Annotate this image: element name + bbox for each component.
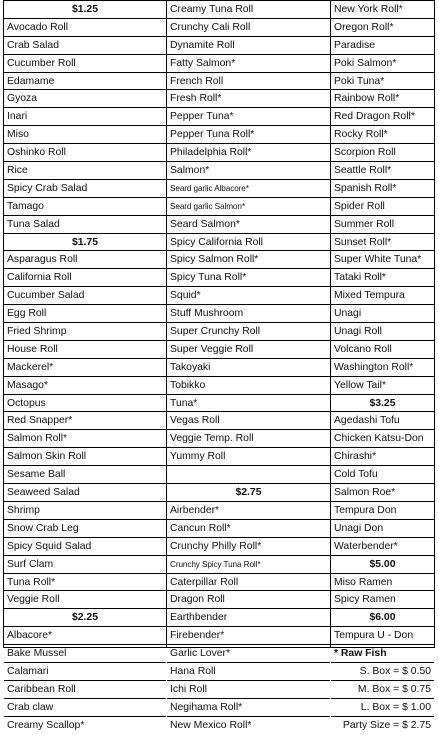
menu-item: Waterbender* (331, 538, 434, 556)
menu-item: Super Veggie Roll (167, 341, 330, 359)
menu-item: Salmon Skin Roll (4, 448, 166, 466)
menu-item: Tempura Don (331, 502, 434, 520)
menu-item: Octopus (4, 395, 166, 413)
menu-item: Snow Crab Leg (4, 520, 166, 538)
menu-item: Tuna Salad (4, 216, 166, 234)
menu-item: Spicy Tuna Roll* (167, 269, 330, 287)
menu-item: Volcano Roll (331, 341, 434, 359)
menu-item: Gyoza (4, 90, 166, 108)
menu-item: Yellow Tail* (331, 377, 434, 395)
menu-item: Mackerel* (4, 359, 166, 377)
menu-item: Cucumber Salad (4, 287, 166, 305)
menu-item: Ichi Roll (167, 681, 330, 699)
menu-item: Caterpillar Roll (167, 574, 330, 592)
menu-item: Salmon* (167, 162, 330, 180)
menu-item: L. Box = $ 1.00 (331, 699, 434, 717)
menu-item: Red Dragon Roll* (331, 108, 434, 126)
menu-item: M. Box = $ 0.75 (331, 681, 434, 699)
menu-item: Fatty Salmon* (167, 55, 330, 73)
menu-item: Creamy Scallop* (7, 719, 85, 731)
menu-column-3 (331, 1, 434, 731)
menu-item: Sesame Ball (4, 466, 166, 484)
menu-item: Seard Salmon* (167, 216, 330, 234)
menu-item (167, 466, 330, 484)
menu-item: Unagi Don (331, 520, 434, 538)
menu-item: New Mexico Roll* (170, 719, 252, 731)
menu-item: Miso Ramen (331, 574, 434, 592)
menu-item: Squid* (167, 287, 330, 305)
menu-column-1 (4, 1, 167, 731)
menu-item: Chirashi* (331, 448, 434, 466)
menu-item: Rice (4, 162, 166, 180)
menu-item: Poki Tuna* (331, 73, 434, 91)
menu-item: S. Box = $ 0.50 (331, 663, 434, 681)
menu-item: Fresh Roll* (167, 90, 330, 108)
menu-item: Cold Tofu (331, 466, 434, 484)
menu-item: Cancun Roll* (167, 520, 330, 538)
menu-item: Crunchy Spicy Tuna Roll* (167, 556, 330, 574)
menu-item: Philadelphia Roll* (167, 144, 330, 162)
menu-item: Spicy Salmon Roll* (167, 251, 330, 269)
menu-item: Super White Tuna* (331, 251, 434, 269)
menu-item: Chicken Katsu-Don (331, 430, 434, 448)
menu-item: Miso (4, 126, 166, 144)
menu-item: Inari (4, 108, 166, 126)
menu-item: Calamari (4, 663, 166, 681)
menu-item: Tuna Roll* (4, 574, 166, 592)
menu-price-sheet (3, 0, 435, 731)
menu-item: Cucumber Roll (4, 55, 166, 73)
menu-item: * Raw Fish (331, 645, 434, 663)
menu-item: Spanish Roll* (331, 180, 434, 198)
menu-item: Crab Salad (4, 37, 166, 55)
price-tier-heading: $3.25 (331, 395, 434, 413)
menu-item: Takoyaki (167, 359, 330, 377)
menu-item: Summer Roll (331, 216, 434, 234)
menu-item: Sunset Roll* (331, 234, 434, 252)
menu-item: Tobikko (167, 377, 330, 395)
menu-item: Crunchy Philly Roll* (167, 538, 330, 556)
menu-item: Hana Roll (167, 663, 330, 681)
menu-item: Avocado Roll (4, 19, 166, 37)
menu-item: Negihama Roll* (167, 699, 330, 717)
menu-item: Scorpion Roll (331, 144, 434, 162)
menu-item: New York Roll* (331, 1, 434, 19)
price-tier-heading: $1.25 (4, 1, 166, 19)
menu-item: Surf Clam (4, 556, 166, 574)
menu-item: Red Snapper* (4, 412, 166, 430)
menu-item: Stuff Mushroom (167, 305, 330, 323)
menu-item: California Roll (4, 269, 166, 287)
menu-item: Asparagus Roll (4, 251, 166, 269)
menu-item: Veggie Roll (4, 591, 166, 609)
menu-item: Dragon Roll (167, 591, 330, 609)
menu-item: Oregon Roll* (331, 19, 434, 37)
menu-item: Firebender* (167, 627, 330, 645)
menu-item: Super Crunchy Roll (167, 323, 330, 341)
menu-item: Vegas Roll (167, 412, 330, 430)
menu-item: Airbender* (167, 502, 330, 520)
menu-item: Tamago (4, 198, 166, 216)
menu-item: Bake Mussel (4, 645, 166, 663)
menu-item: Spicy Crab Salad (4, 180, 166, 198)
menu-item: French Roll (167, 73, 330, 91)
menu-item: Poki Salmon* (331, 55, 434, 73)
menu-item: Veggie Temp. Roll (167, 430, 330, 448)
menu-item: Seattle Roll* (331, 162, 434, 180)
menu-item: Caribbean Roll (4, 681, 166, 699)
menu-item: Washington Roll* (331, 359, 434, 377)
menu-item: Seaweed Salad (4, 484, 166, 502)
menu-item: Agedashi Tofu (331, 412, 434, 430)
menu-item: Spicy Squid Salad (4, 538, 166, 556)
menu-item: Garlic Lover* (167, 645, 330, 663)
menu-item: Salmon Roe* (331, 484, 434, 502)
menu-item: Paradise (331, 37, 434, 55)
menu-item: Party Size = $ 2.75 (342, 719, 431, 731)
menu-item: Spicy California Roll (167, 234, 330, 252)
menu-item: Pepper Tuna Roll* (167, 126, 330, 144)
menu-item: Tempura U - Don (331, 627, 434, 645)
menu-item: Tataki Roll* (331, 269, 434, 287)
menu-item: Salmon Roll* (4, 430, 166, 448)
menu-item: Crab claw (4, 699, 166, 717)
price-tier-heading: $6.00 (331, 609, 434, 627)
menu-item: Shrimp (4, 502, 166, 520)
price-tier-heading: $1.75 (4, 234, 166, 252)
price-tier-heading: $5.00 (331, 556, 434, 574)
menu-item: Mixed Tempura (331, 287, 434, 305)
menu-item: Egg Roll (4, 305, 166, 323)
menu-item: Unagi Roll (331, 323, 434, 341)
menu-item: Yummy Roll (167, 448, 330, 466)
menu-item: Pepper Tuna* (167, 108, 330, 126)
menu-item: Unagi (331, 305, 434, 323)
menu-item: Rainbow Roll* (331, 90, 434, 108)
menu-item: Seard garlic Albacore* (167, 180, 330, 198)
menu-item: Creamy Tuna Roll (167, 1, 330, 19)
menu-item: Fried Shrimp (4, 323, 166, 341)
menu-item: Masago* (4, 377, 166, 395)
price-tier-heading: $2.25 (4, 609, 166, 627)
menu-item: Dynamite Roll (167, 37, 330, 55)
menu-item: Crunchy Cali Roll (167, 19, 330, 37)
price-tier-heading: $2.75 (167, 484, 330, 502)
menu-item: Earthbender (167, 609, 330, 627)
menu-column-2 (167, 1, 331, 731)
menu-item: Edamame (4, 73, 166, 91)
menu-item: Albacore* (4, 627, 166, 645)
menu-item: Oshinko Roll (4, 144, 166, 162)
menu-item: Seard garlic Salmon* (167, 198, 330, 216)
menu-item: Rocky Roll* (331, 126, 434, 144)
menu-item: Spider Roll (331, 198, 434, 216)
menu-item: Tuna* (167, 395, 330, 413)
menu-item: Spicy Ramen (331, 591, 434, 609)
menu-item: House Roll (4, 341, 166, 359)
